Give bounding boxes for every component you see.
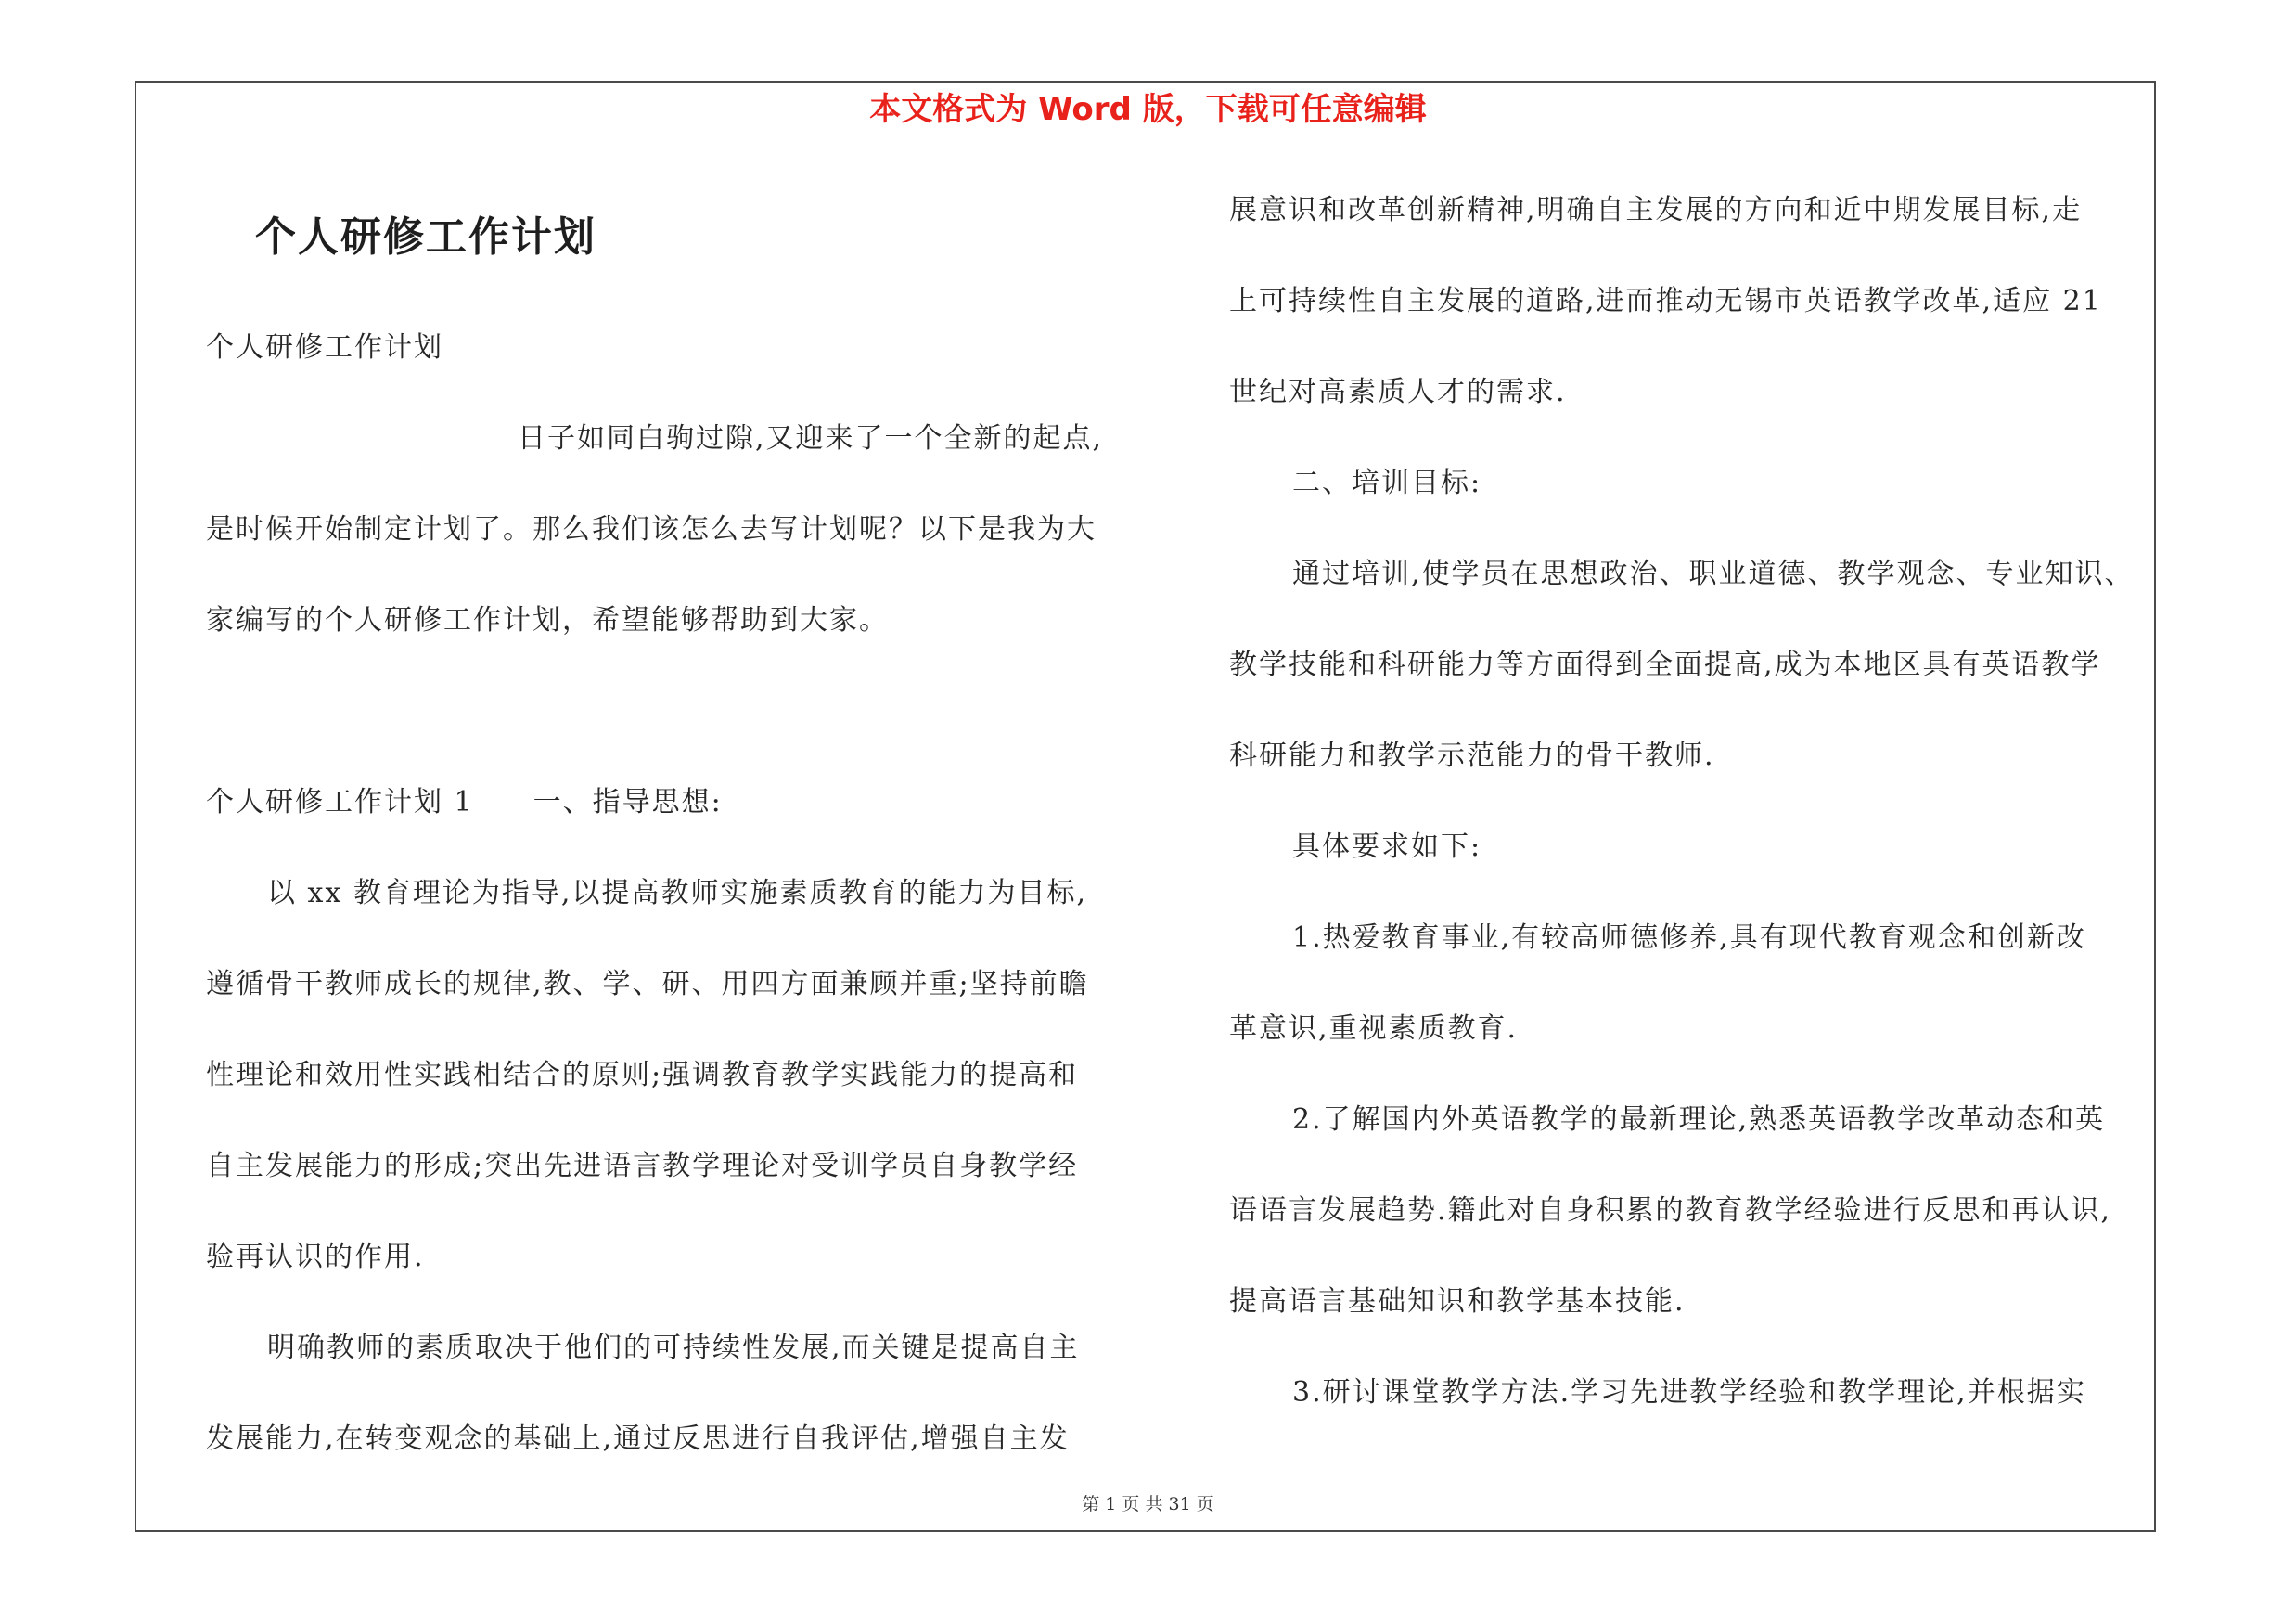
paragraph-line: 是时候开始制定计划了。那么我们该怎么去写计划呢？以下是我为大	[206, 513, 1097, 546]
paragraph-line: 展意识和改革创新精神,明确自主发展的方向和近中期发展目标,走	[1229, 194, 2083, 226]
paragraph-line: 科研能力和教学示范能力的骨干教师.	[1229, 740, 1715, 772]
paragraph-line: 自主发展能力的形成;突出先进语言教学理论对受训学员自身教学经	[206, 1150, 1079, 1182]
paragraph-line: 世纪对高素质人才的需求.	[1229, 376, 1567, 408]
document-title: 个人研修工作计划	[255, 213, 596, 261]
list-item-line: 3.研讨课堂教学方法.学习先进教学经验和教学理论,并根据实	[1292, 1376, 2086, 1409]
list-item-line: 语语言发展趋势.籍此对自身积累的教育教学经验进行反思和再认识,	[1229, 1194, 2112, 1227]
paragraph-line: 遵循骨干教师成长的规律,教、学、研、用四方面兼顾并重;坚持前瞻	[206, 968, 1089, 1000]
paragraph-line: 教学技能和科研能力等方面得到全面提高,成为本地区具有英语教学	[1229, 649, 2101, 681]
paragraph-line: 发展能力,在转变观念的基础上,通过反思进行自我评估,增强自主发	[206, 1423, 1070, 1455]
paragraph-line: 以 xx 教育理论为指导,以提高教师实施素质教育的能力为目标,	[267, 877, 1087, 909]
paragraph-line: 日子如同白驹过隙,又迎来了一个全新的起点,	[518, 422, 1104, 455]
list-item-line: 提高语言基础知识和教学基本技能.	[1229, 1285, 1686, 1318]
list-item-line: 1.热爱教育事业,有较高师德修养,具有现代教育观念和创新改	[1292, 921, 2086, 954]
subtitle-line: 个人研修工作计划	[206, 331, 443, 364]
paragraph-line: 验再认识的作用.	[206, 1241, 425, 1273]
section-heading-line: 个人研修工作计划 1 一、指导思想:	[206, 786, 723, 818]
format-banner: 本文格式为 Word 版，下载可任意编辑	[869, 91, 1427, 128]
paragraph-line: 通过培训,使学员在思想政治、职业道德、教学观念、专业知识、	[1292, 558, 2135, 590]
list-item-line: 2.了解国内外英语教学的最新理论,熟悉英语教学改革动态和英	[1292, 1103, 2106, 1136]
paragraph-line: 上可持续性自主发展的道路,进而推动无锡市英语教学改革,适应 21	[1229, 285, 2102, 317]
paragraph-line: 明确教师的素质取决于他们的可持续性发展,而关键是提高自主	[267, 1332, 1080, 1364]
paragraph-line: 家编写的个人研修工作计划，希望能够帮助到大家。	[206, 604, 889, 637]
list-item-line: 革意识,重视素质教育.	[1229, 1012, 1519, 1045]
paragraph-line: 具体要求如下:	[1292, 831, 1482, 863]
paragraph-line: 性理论和效用性实践相结合的原则;强调教育教学实践能力的提高和	[206, 1059, 1079, 1091]
section-heading-line: 二、培训目标:	[1292, 467, 1482, 499]
page-number-footer: 第 1 页 共 31 页	[1082, 1494, 1214, 1514]
